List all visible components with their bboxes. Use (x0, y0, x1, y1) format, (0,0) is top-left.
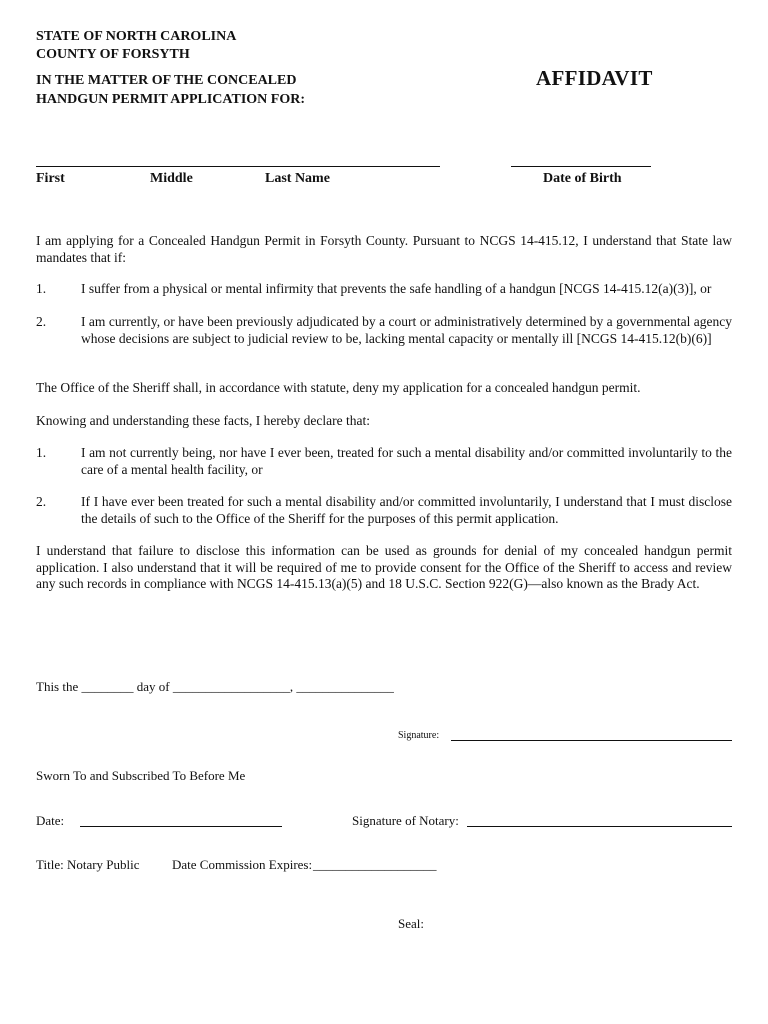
closing-paragraph: I understand that failure to disclose this information can be used as grounds for denial of my concealed handgun permit application. I also understand that it will be required of me to provide consent for the Office of the Sheriff to access and review any such records in compliance with NCGS 14-415.13(a)(5) and 18 U.S.C. Section 922(G)—also known as the Brady Act. (36, 543, 732, 591)
state-heading: STATE OF NORTH CAROLINA (36, 29, 237, 44)
sworn-statement: Sworn To and Subscribed To Before Me (36, 768, 246, 783)
knowing-paragraph: Knowing and understanding these facts, I hereby declare that: (36, 413, 371, 428)
signature-line[interactable] (451, 740, 732, 741)
condition-1-number: 1. (36, 281, 47, 296)
day-date-line[interactable]: This the ________ day of __________________, _______________ (36, 679, 394, 694)
dob-field-line[interactable] (511, 166, 651, 167)
condition-2-number: 2. (36, 314, 47, 329)
declaration-1-text: I am not currently being, nor have I ever been, treated for such a mental disability and/or committed involuntarily to the care of a mental health facility, or (81, 445, 732, 477)
signature-label: Signature: (398, 730, 440, 741)
date-label: Date: (36, 813, 65, 828)
declaration-2-number: 2. (36, 494, 47, 509)
last-name-label: Last Name (265, 171, 330, 186)
middle-name-label: Middle (150, 171, 193, 186)
commission-expires-line[interactable]: ___________________ (313, 857, 437, 872)
name-field-line[interactable] (36, 166, 440, 167)
county-heading: COUNTY OF FORSYTH (36, 47, 190, 62)
dob-label: Date of Birth (543, 171, 622, 186)
notary-title-label: Title: Notary Public (36, 857, 140, 872)
declaration-2-text: If I have ever been treated for such a mental disability and/or committed involuntarily, I understand that I must disclose the details of such to the Office of the Sheriff for the purposes of this permit application. (81, 494, 732, 526)
notary-signature-label: Signature of Notary: (352, 813, 459, 828)
affidavit-title: AFFIDAVIT (536, 66, 653, 90)
condition-2-text: I am currently, or have been previously adjudicated by a court or administratively determined by a governmental agency whose decisions are subject to judicial review to be, lacking mental capacity or mentally ill [NCGS 14-415.12(b)(6)] (81, 314, 732, 346)
matter-heading-line2: HANDGUN PERMIT APPLICATION FOR: (36, 92, 305, 107)
condition-1-text: I suffer from a physical or mental infirmity that prevents the safe handling of a handgun [NCGS 14-415.12(a)(3)], or (81, 281, 712, 296)
seal-label: Seal: (398, 916, 424, 931)
matter-heading-line1: IN THE MATTER OF THE CONCEALED (36, 73, 297, 88)
deny-paragraph: The Office of the Sheriff shall, in accordance with statute, deny my application for a concealed handgun permit. (36, 380, 641, 395)
notary-date-line[interactable] (80, 826, 282, 827)
declaration-1-number: 1. (36, 445, 47, 460)
notary-signature-line[interactable] (467, 826, 732, 827)
commission-expires-label: Date Commission Expires: (172, 857, 313, 872)
first-name-label: First (36, 171, 65, 186)
intro-paragraph: I am applying for a Concealed Handgun Permit in Forsyth County. Pursuant to NCGS 14-415.12, I understand that State law mandates that if: (36, 233, 732, 265)
